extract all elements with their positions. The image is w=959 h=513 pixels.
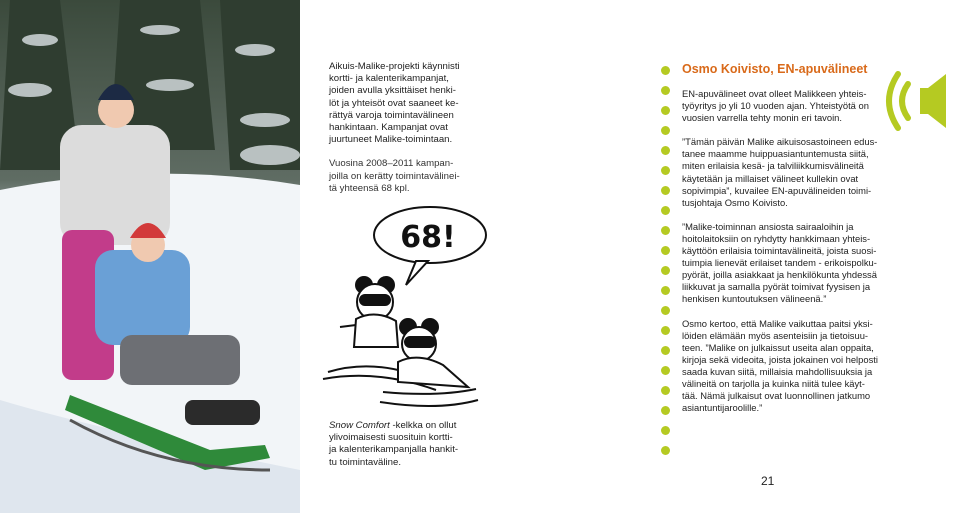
dot-column — [661, 66, 671, 466]
caption-text — [329, 420, 469, 469]
intro-paragraph: Aikuis-Malike-projekti käynnisti kortti- ja kalenterikampanjat, joiden avulla yksittäiset henki- löt ja yhteisöt ovat saaneet ke- rättyä varoja toimintavälineen hankintaan. Kampanjat ovat juurtuneet Malike-toimintaan. — [329, 61, 460, 146]
cartoon-illustration — [318, 197, 488, 417]
article-paragraph: EN-apuvälineet ovat olleet Malikkeen yhteis- työyritys jo yli 10 vuoden ajan. Yhteistyötä on vuosien varrella tehty monin eri tavoin. — [682, 88, 869, 124]
bubble-text: 68! — [400, 220, 456, 255]
caption-body: -kelkka on ollut ylivoimaisesti suosituin kortti- ja kalenterikampanjalla hankit- tu toimintaväline. — [329, 420, 459, 468]
stats-paragraph: Vuosina 2008–2011 kampan- joilla on kerätty toimintavälinei- tä yhteensä 68 kpl. — [329, 158, 460, 194]
photo-caption — [329, 420, 469, 469]
article-paragraph: Osmo kertoo, että Malike vaikuttaa paitsi yksi- löiden elämään myös asenteisiin ja tietoisuu- teen. ”Malike on julkaissut useita alan oppaita, kirjoja sekä videoita, joista jokainen voi helposti saada kuvan siitä, millaisia mahdollisuuksia ja välineitä on tarjolla ja kuinka niitä tulee käyt- tää. Nämä julkaisut ovat luonnollinen jatkumo asiantuntijaroolille.” — [682, 317, 878, 414]
article-paragraph: ”Tämän päivän Malike aikuisosastoineen edus- tanee maamme huippuasiantuntemusta siitä, miten erilaisia kesä- ja talviliikkumisvälineitä käytetään ja millaiset välineet kullekin ovat sopivimpia”, kuvailee EN-apuvälineiden toimi- tusjohtaja Osmo Koivisto. — [682, 136, 878, 208]
sledding-photo — [0, 0, 300, 513]
article-body — [682, 88, 887, 414]
product-name: Snow Comfort — [329, 420, 390, 431]
speaker-sound-icon — [876, 66, 952, 136]
article-paragraph: ”Malike-toiminnan ansiosta sairaaloihin ja hoitolaitoksiin on ryhdytty hankkimaan yhteis- käyttöön erilaisia toimintavälineitä, joista suosi- tuimpia lienevät erilaiset tandem - erikoispolku- pyörät, joilla asiakkaat ja henkilökunta yhdessä liikkuvat ja samalla pyörät toimivat fyysisen ja henkisen kuntoutuksen välineenä.” — [682, 220, 877, 305]
intro-text — [329, 61, 469, 195]
page-number: 21 — [761, 474, 775, 488]
article-heading: Osmo Koivisto, EN-apuvälineet — [682, 62, 868, 76]
